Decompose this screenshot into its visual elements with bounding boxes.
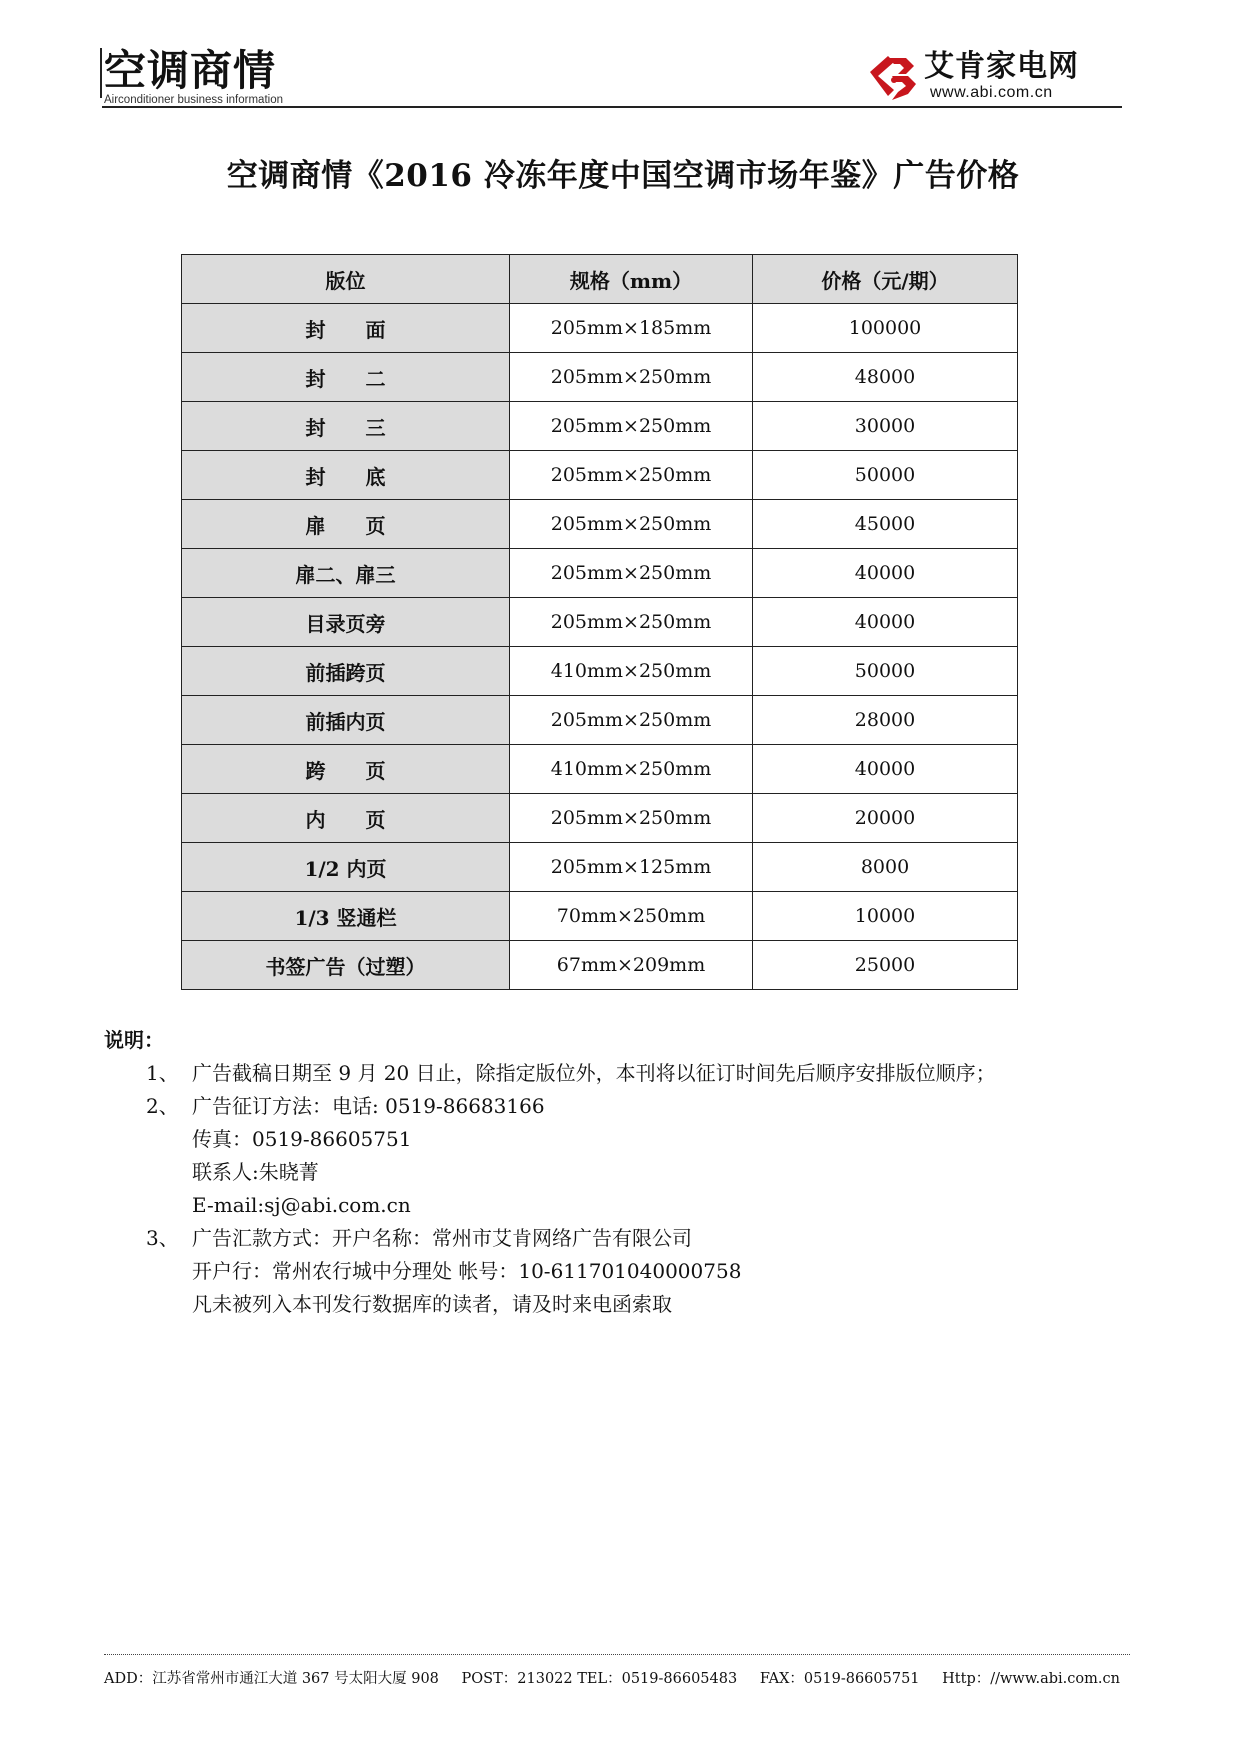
row-price: 40000 [753, 598, 1018, 647]
table-row [182, 304, 1018, 353]
brand-bar [100, 48, 102, 98]
table-row [182, 598, 1018, 647]
row-size: 205mm×250mm [510, 598, 753, 647]
note-number: 3、 [146, 1226, 179, 1250]
footer-website: Http：//www.abi.com.cn [942, 1671, 1120, 1687]
row-size: 205mm×250mm [510, 794, 753, 843]
row-position: 前插内页 [182, 696, 510, 745]
row-position: 封 三 [182, 402, 510, 451]
note-line: 联系人:朱晓菁 [192, 1160, 319, 1184]
table-row [182, 402, 1018, 451]
row-position: 封 面 [182, 304, 510, 353]
table-header-row [182, 255, 1018, 304]
row-position: 书签广告（过塑） [182, 941, 510, 990]
row-size: 205mm×185mm [510, 304, 753, 353]
row-price: 28000 [753, 696, 1018, 745]
row-position: 内 页 [182, 794, 510, 843]
row-price: 100000 [753, 304, 1018, 353]
row-position: 前插跨页 [182, 647, 510, 696]
table-row [182, 647, 1018, 696]
row-position: 目录页旁 [182, 598, 510, 647]
row-position: 1/3 竖通栏 [182, 892, 510, 941]
brand-name-en: Airconditioner business information [104, 94, 283, 106]
row-size: 205mm×250mm [510, 353, 753, 402]
note-item [104, 1057, 996, 1090]
row-size: 67mm×209mm [510, 941, 753, 990]
row-position: 1/2 内页 [182, 843, 510, 892]
footer-address: ADD：江苏省常州市通江大道 367 号太阳大厦 908 [104, 1671, 439, 1687]
row-size: 205mm×250mm [510, 696, 753, 745]
abi-logo-icon [864, 50, 920, 106]
note-number: 1、 [146, 1061, 179, 1085]
note-line: 凡未被列入本刊发行数据库的读者，请及时来电函索取 [192, 1292, 672, 1316]
abi-logo-url: www.abi.com.cn [930, 84, 1053, 101]
price-table [181, 254, 1018, 990]
abi-logo [864, 46, 1114, 106]
note-item [104, 1222, 996, 1321]
table-row [182, 549, 1018, 598]
notes-section [104, 1024, 996, 1321]
footer-fax: FAX：0519-86605751 [759, 1671, 920, 1687]
table-row [182, 696, 1018, 745]
row-position: 跨 页 [182, 745, 510, 794]
note-line: 开户行：常州农行城中分理处 帐号：10-611701040000758 [192, 1259, 742, 1283]
table-row [182, 843, 1018, 892]
header-rule [102, 106, 1122, 108]
row-price: 40000 [753, 745, 1018, 794]
row-size: 410mm×250mm [510, 745, 753, 794]
footer [104, 1667, 1138, 1688]
table-row [182, 941, 1018, 990]
row-size: 205mm×125mm [510, 843, 753, 892]
note-number: 2、 [146, 1094, 179, 1118]
row-price: 50000 [753, 647, 1018, 696]
row-position: 封 底 [182, 451, 510, 500]
note-line: 广告征订方法：电话: 0519-86683166 [192, 1094, 545, 1118]
table-row [182, 794, 1018, 843]
header-price: 价格（元/期） [753, 255, 1018, 304]
row-price: 48000 [753, 353, 1018, 402]
note-line: 广告截稿日期至 9 月 20 日止，除指定版位外，本刊将以征订时间先后顺序安排版位顺序； [192, 1061, 996, 1085]
table-row [182, 892, 1018, 941]
row-price: 45000 [753, 500, 1018, 549]
row-size: 205mm×250mm [510, 402, 753, 451]
note-line: 广告汇款方式：开户名称：常州市艾肯网络广告有限公司 [192, 1226, 692, 1250]
note-line: 传真：0519-86605751 [192, 1127, 412, 1151]
table-row [182, 745, 1018, 794]
abi-logo-cn: 艾肯家电网 [924, 49, 1079, 84]
row-position: 扉 页 [182, 500, 510, 549]
row-price: 20000 [753, 794, 1018, 843]
table-row [182, 500, 1018, 549]
row-size: 205mm×250mm [510, 451, 753, 500]
row-price: 50000 [753, 451, 1018, 500]
row-position: 封 二 [182, 353, 510, 402]
header-position: 版位 [182, 255, 510, 304]
table-row [182, 451, 1018, 500]
row-size: 205mm×250mm [510, 549, 753, 598]
row-price: 8000 [753, 843, 1018, 892]
row-price: 30000 [753, 402, 1018, 451]
notes-heading: 说明： [104, 1028, 164, 1052]
footer-rule [104, 1654, 1130, 1655]
brand-logo-left [104, 48, 283, 106]
row-price: 40000 [753, 549, 1018, 598]
note-email: E-mail:sj@abi.com.cn [192, 1193, 411, 1217]
row-price: 25000 [753, 941, 1018, 990]
row-position: 扉二、扉三 [182, 549, 510, 598]
row-price: 10000 [753, 892, 1018, 941]
footer-post-tel: POST：213022 TEL：0519-86605483 [461, 1671, 738, 1687]
row-size: 410mm×250mm [510, 647, 753, 696]
row-size: 70mm×250mm [510, 892, 753, 941]
header-size: 规格（mm） [510, 255, 753, 304]
row-size: 205mm×250mm [510, 500, 753, 549]
brand-name-cn: 空调商情 [104, 46, 277, 95]
note-item [104, 1090, 996, 1222]
page-title: 空调商情《2016 冷冻年度中国空调市场年鉴》广告价格 [226, 158, 1020, 194]
table-row [182, 353, 1018, 402]
